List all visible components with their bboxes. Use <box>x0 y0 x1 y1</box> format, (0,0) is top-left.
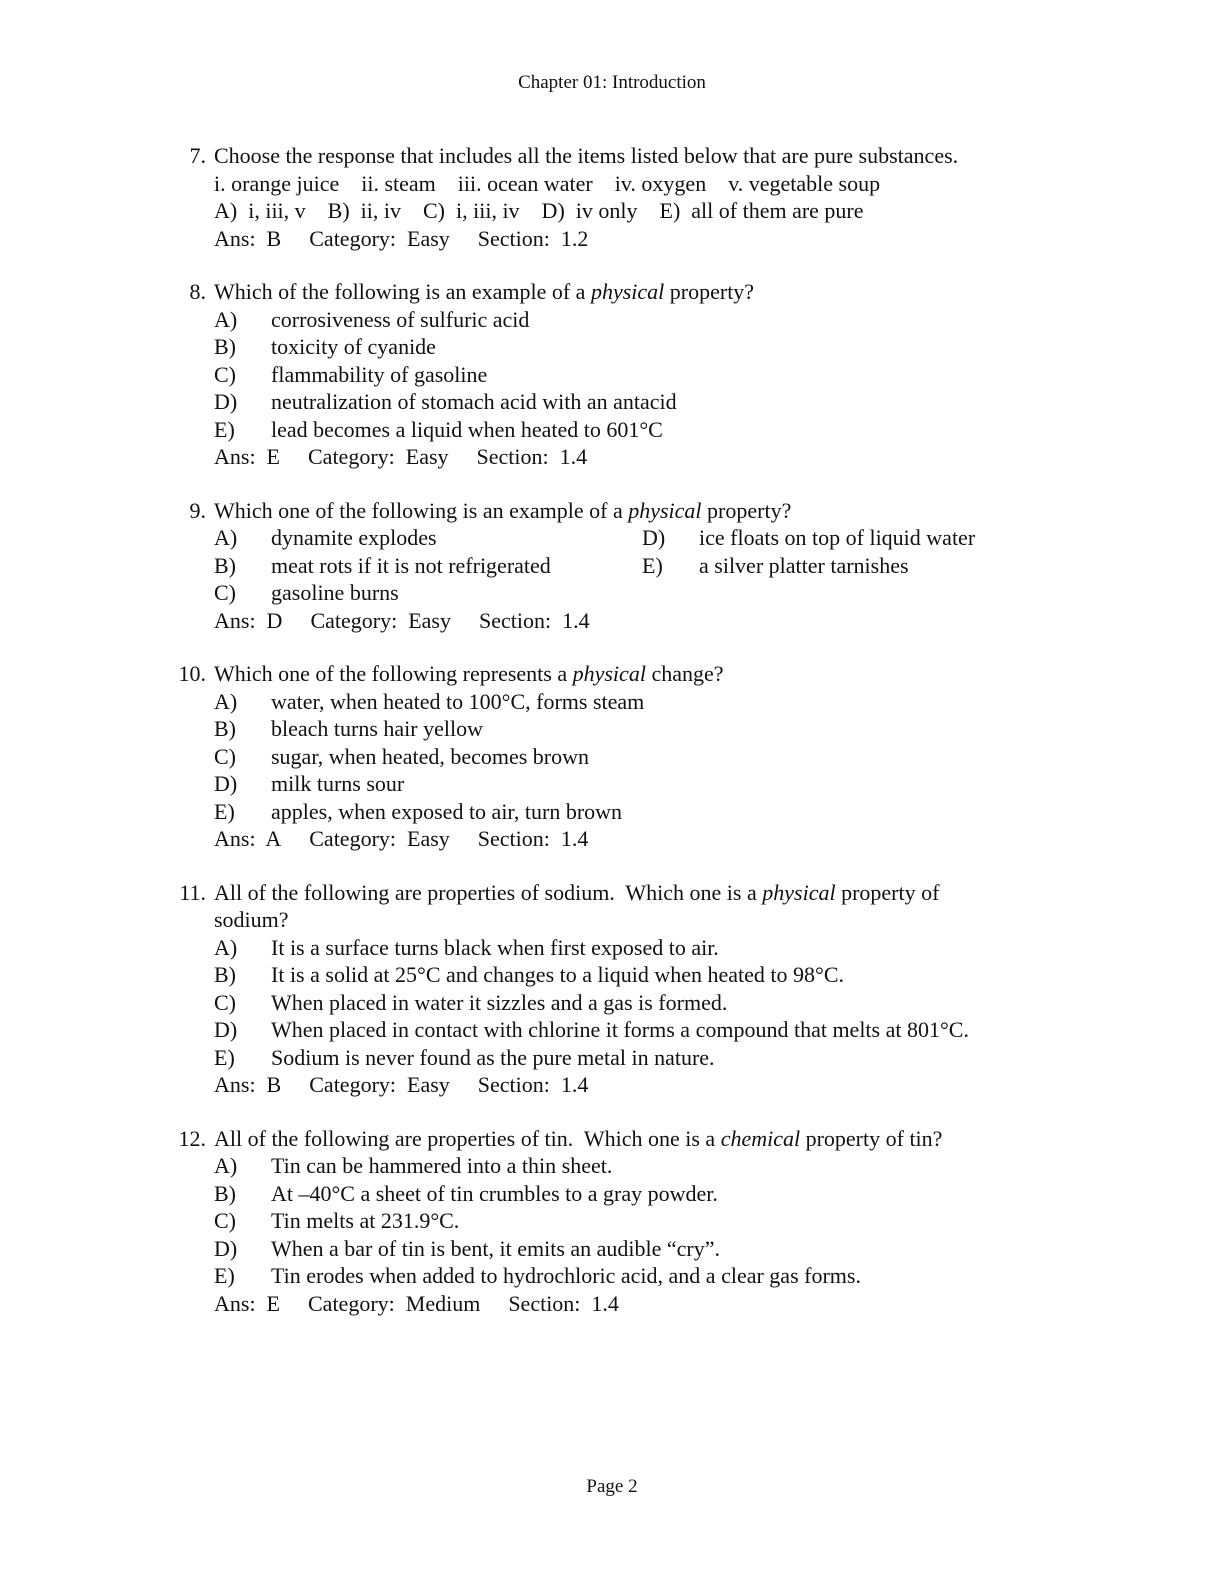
option-b <box>214 715 1054 743</box>
option-text: corrosiveness of sulfuric acid <box>271 306 530 332</box>
question-10 <box>174 660 1054 853</box>
category: Category: Easy <box>309 225 450 251</box>
option-text: water, when heated to 100°C, forms steam <box>271 688 645 714</box>
question-number: 9. <box>189 497 206 523</box>
section: Section: 1.4 <box>478 607 590 633</box>
question-number: 12. <box>178 1125 206 1151</box>
category: Category: Easy <box>309 826 450 851</box>
question-stem <box>214 278 1054 306</box>
stem-emphasis: physical <box>762 879 836 905</box>
option-text: apples, when exposed to air, turn brown <box>271 798 623 824</box>
option-label: C) <box>214 989 236 1015</box>
option-label: C) <box>214 361 236 387</box>
option-e <box>214 416 1054 444</box>
option-label: A) <box>214 525 238 550</box>
answer-line <box>214 825 1054 853</box>
answer-line <box>214 225 1054 253</box>
answer-line <box>214 443 1054 471</box>
option-e <box>642 552 1070 580</box>
section: Section: 1.4 <box>508 1290 619 1316</box>
option-label: E) <box>214 416 235 442</box>
stem-text: All of the following are properties of tin. Which one is a <box>214 1125 721 1151</box>
stem-emphasis: physical <box>590 279 665 304</box>
option-label: D) <box>214 1235 238 1261</box>
answer: Ans: E <box>214 1290 280 1316</box>
options-left-column <box>214 524 642 607</box>
option-a <box>214 524 642 552</box>
option-a <box>214 306 1054 334</box>
question-9 <box>174 497 1054 635</box>
option-text: meat rots if it is not refrigerated <box>271 552 551 578</box>
page-number: Page 2 <box>586 1476 638 1497</box>
option-d <box>214 1016 1054 1044</box>
section: Section: 1.4 <box>477 826 589 851</box>
option-e <box>214 1044 1054 1072</box>
option-text: dynamite explodes <box>271 525 437 550</box>
option-label: A) <box>214 934 238 960</box>
option-label: B) <box>214 716 236 741</box>
option-label: C) <box>214 1208 236 1233</box>
option-c <box>214 361 1054 389</box>
option-b <box>214 333 1054 361</box>
option-c <box>214 743 1054 771</box>
option-text: Tin can be hammered into a thin sheet. <box>271 1153 613 1178</box>
question-stem <box>214 879 1054 907</box>
category: Category: Medium <box>308 1290 481 1316</box>
answer: Ans: D <box>214 607 283 633</box>
option-text: When placed in water it sizzles and a gas is formed. <box>271 989 728 1015</box>
stem-text-end: property of <box>835 879 940 905</box>
option-text: flammability of gasoline <box>271 361 488 387</box>
question-number: 8. <box>189 279 206 304</box>
option-text: Tin erodes when added to hydrochloric acid, and a clear gas forms. <box>271 1263 861 1288</box>
stem-line-2: sodium? <box>214 907 289 932</box>
option-d <box>642 524 1070 552</box>
option-label: E) <box>214 1044 235 1070</box>
stem-text: Which of the following is an example of a <box>214 279 591 304</box>
option-b <box>214 552 642 580</box>
option-label: A) <box>214 1153 238 1178</box>
option-label: C) <box>214 580 236 605</box>
answer: Ans: E <box>214 444 280 469</box>
stem-emphasis: physical <box>628 497 702 523</box>
option-text: It is a surface turns black when first exposed to air. <box>271 934 719 960</box>
option-text: lead becomes a liquid when heated to 601°C <box>271 416 663 442</box>
option-c <box>214 989 1054 1017</box>
stem-text-end: property? <box>701 497 792 523</box>
stem-text-end: change? <box>645 661 724 686</box>
option-label: A) <box>214 306 238 332</box>
category: Category: Easy <box>308 444 449 469</box>
option-a <box>214 1152 1054 1180</box>
question-number: 7. <box>189 143 206 168</box>
option-b <box>214 1180 1054 1208</box>
stem-text-end: property of tin? <box>800 1125 943 1151</box>
section: Section: 1.4 <box>476 444 588 469</box>
option-text: milk turns sour <box>271 771 405 796</box>
option-label: B) <box>214 1180 236 1206</box>
option-d <box>214 770 1054 798</box>
section: Section: 1.4 <box>477 1072 589 1097</box>
page-header: Chapter 01: Introduction <box>518 72 706 93</box>
option-text: It is a solid at 25°C and changes to a liquid when heated to 98°C. <box>271 962 844 987</box>
question-number: 11. <box>179 879 206 905</box>
option-label: B) <box>214 962 236 987</box>
option-label: B) <box>214 334 236 359</box>
question-stem <box>214 142 1054 170</box>
answer: Ans: B <box>214 225 282 251</box>
option-text: gasoline burns <box>271 580 399 605</box>
option-c <box>214 579 642 607</box>
stem-text: Choose the response that includes all the items listed below that are pure substances. <box>214 143 959 168</box>
option-label: D) <box>214 1017 238 1042</box>
stem-text: All of the following are properties of sodium. Which one is a <box>214 879 763 905</box>
option-label: D) <box>642 525 666 550</box>
option-d <box>214 388 1054 416</box>
option-text: When a bar of tin is bent, it emits an audible “cry”. <box>271 1235 721 1261</box>
answer-line <box>214 1071 1054 1099</box>
answer: Ans: B <box>214 1072 282 1097</box>
option-label: E) <box>642 552 663 578</box>
option-b <box>214 961 1054 989</box>
question-number: 10. <box>178 661 206 686</box>
option-text: At –40°C a sheet of tin crumbles to a gray powder. <box>271 1180 718 1206</box>
stem-emphasis: chemical <box>720 1125 801 1151</box>
question-stem <box>214 497 1054 525</box>
option-d <box>214 1235 1054 1263</box>
question-7 <box>174 142 1054 252</box>
question-stem <box>214 1125 1054 1153</box>
option-text: bleach turns hair yellow <box>271 716 483 741</box>
options-line: A) i, iii, v B) ii, iv C) i, iii, iv D) iv only E) all of them are pure <box>214 198 864 223</box>
section: Section: 1.2 <box>477 225 589 251</box>
question-stem <box>214 660 1054 688</box>
question-12 <box>174 1125 1054 1318</box>
option-text: neutralization of stomach acid with an antacid <box>271 389 677 414</box>
answer-line <box>214 1290 1054 1318</box>
answer-line <box>214 607 1054 635</box>
stem-text: Which one of the following represents a <box>214 661 573 686</box>
category: Category: Easy <box>310 607 451 633</box>
option-label: D) <box>214 771 238 796</box>
option-label: C) <box>214 743 236 769</box>
category: Category: Easy <box>309 1072 450 1097</box>
question-8 <box>174 278 1054 471</box>
stem-text: Which one of the following is an example of a <box>214 497 629 523</box>
option-label: E) <box>214 1263 235 1288</box>
option-label: D) <box>214 389 238 414</box>
option-label: A) <box>214 688 238 714</box>
question-11 <box>174 879 1054 1099</box>
stem-text-end: property? <box>664 279 755 304</box>
option-text: sugar, when heated, becomes brown <box>271 743 590 769</box>
option-text: ice floats on top of liquid water <box>699 525 976 550</box>
option-text: toxicity of cyanide <box>271 334 436 359</box>
options-two-column <box>214 524 1054 607</box>
option-text: a silver platter tarnishes <box>699 552 909 578</box>
items-line: i. orange juice ii. steam iii. ocean water iv. oxygen v. vegetable soup <box>214 170 881 196</box>
option-c <box>214 1207 1054 1235</box>
option-e <box>214 798 1054 826</box>
option-text: When placed in contact with chlorine it forms a compound that melts at 801°C. <box>271 1017 969 1042</box>
option-text: Tin melts at 231.9°C. <box>271 1208 460 1233</box>
option-a <box>214 934 1054 962</box>
option-text: Sodium is never found as the pure metal in nature. <box>271 1044 715 1070</box>
option-label: B) <box>214 552 236 578</box>
question-list <box>174 142 1054 1343</box>
option-a <box>214 688 1054 716</box>
option-label: E) <box>214 798 235 824</box>
options-right-column <box>642 524 1070 607</box>
option-e <box>214 1262 1054 1290</box>
stem-emphasis: physical <box>572 661 646 686</box>
answer: Ans: A <box>214 826 282 851</box>
